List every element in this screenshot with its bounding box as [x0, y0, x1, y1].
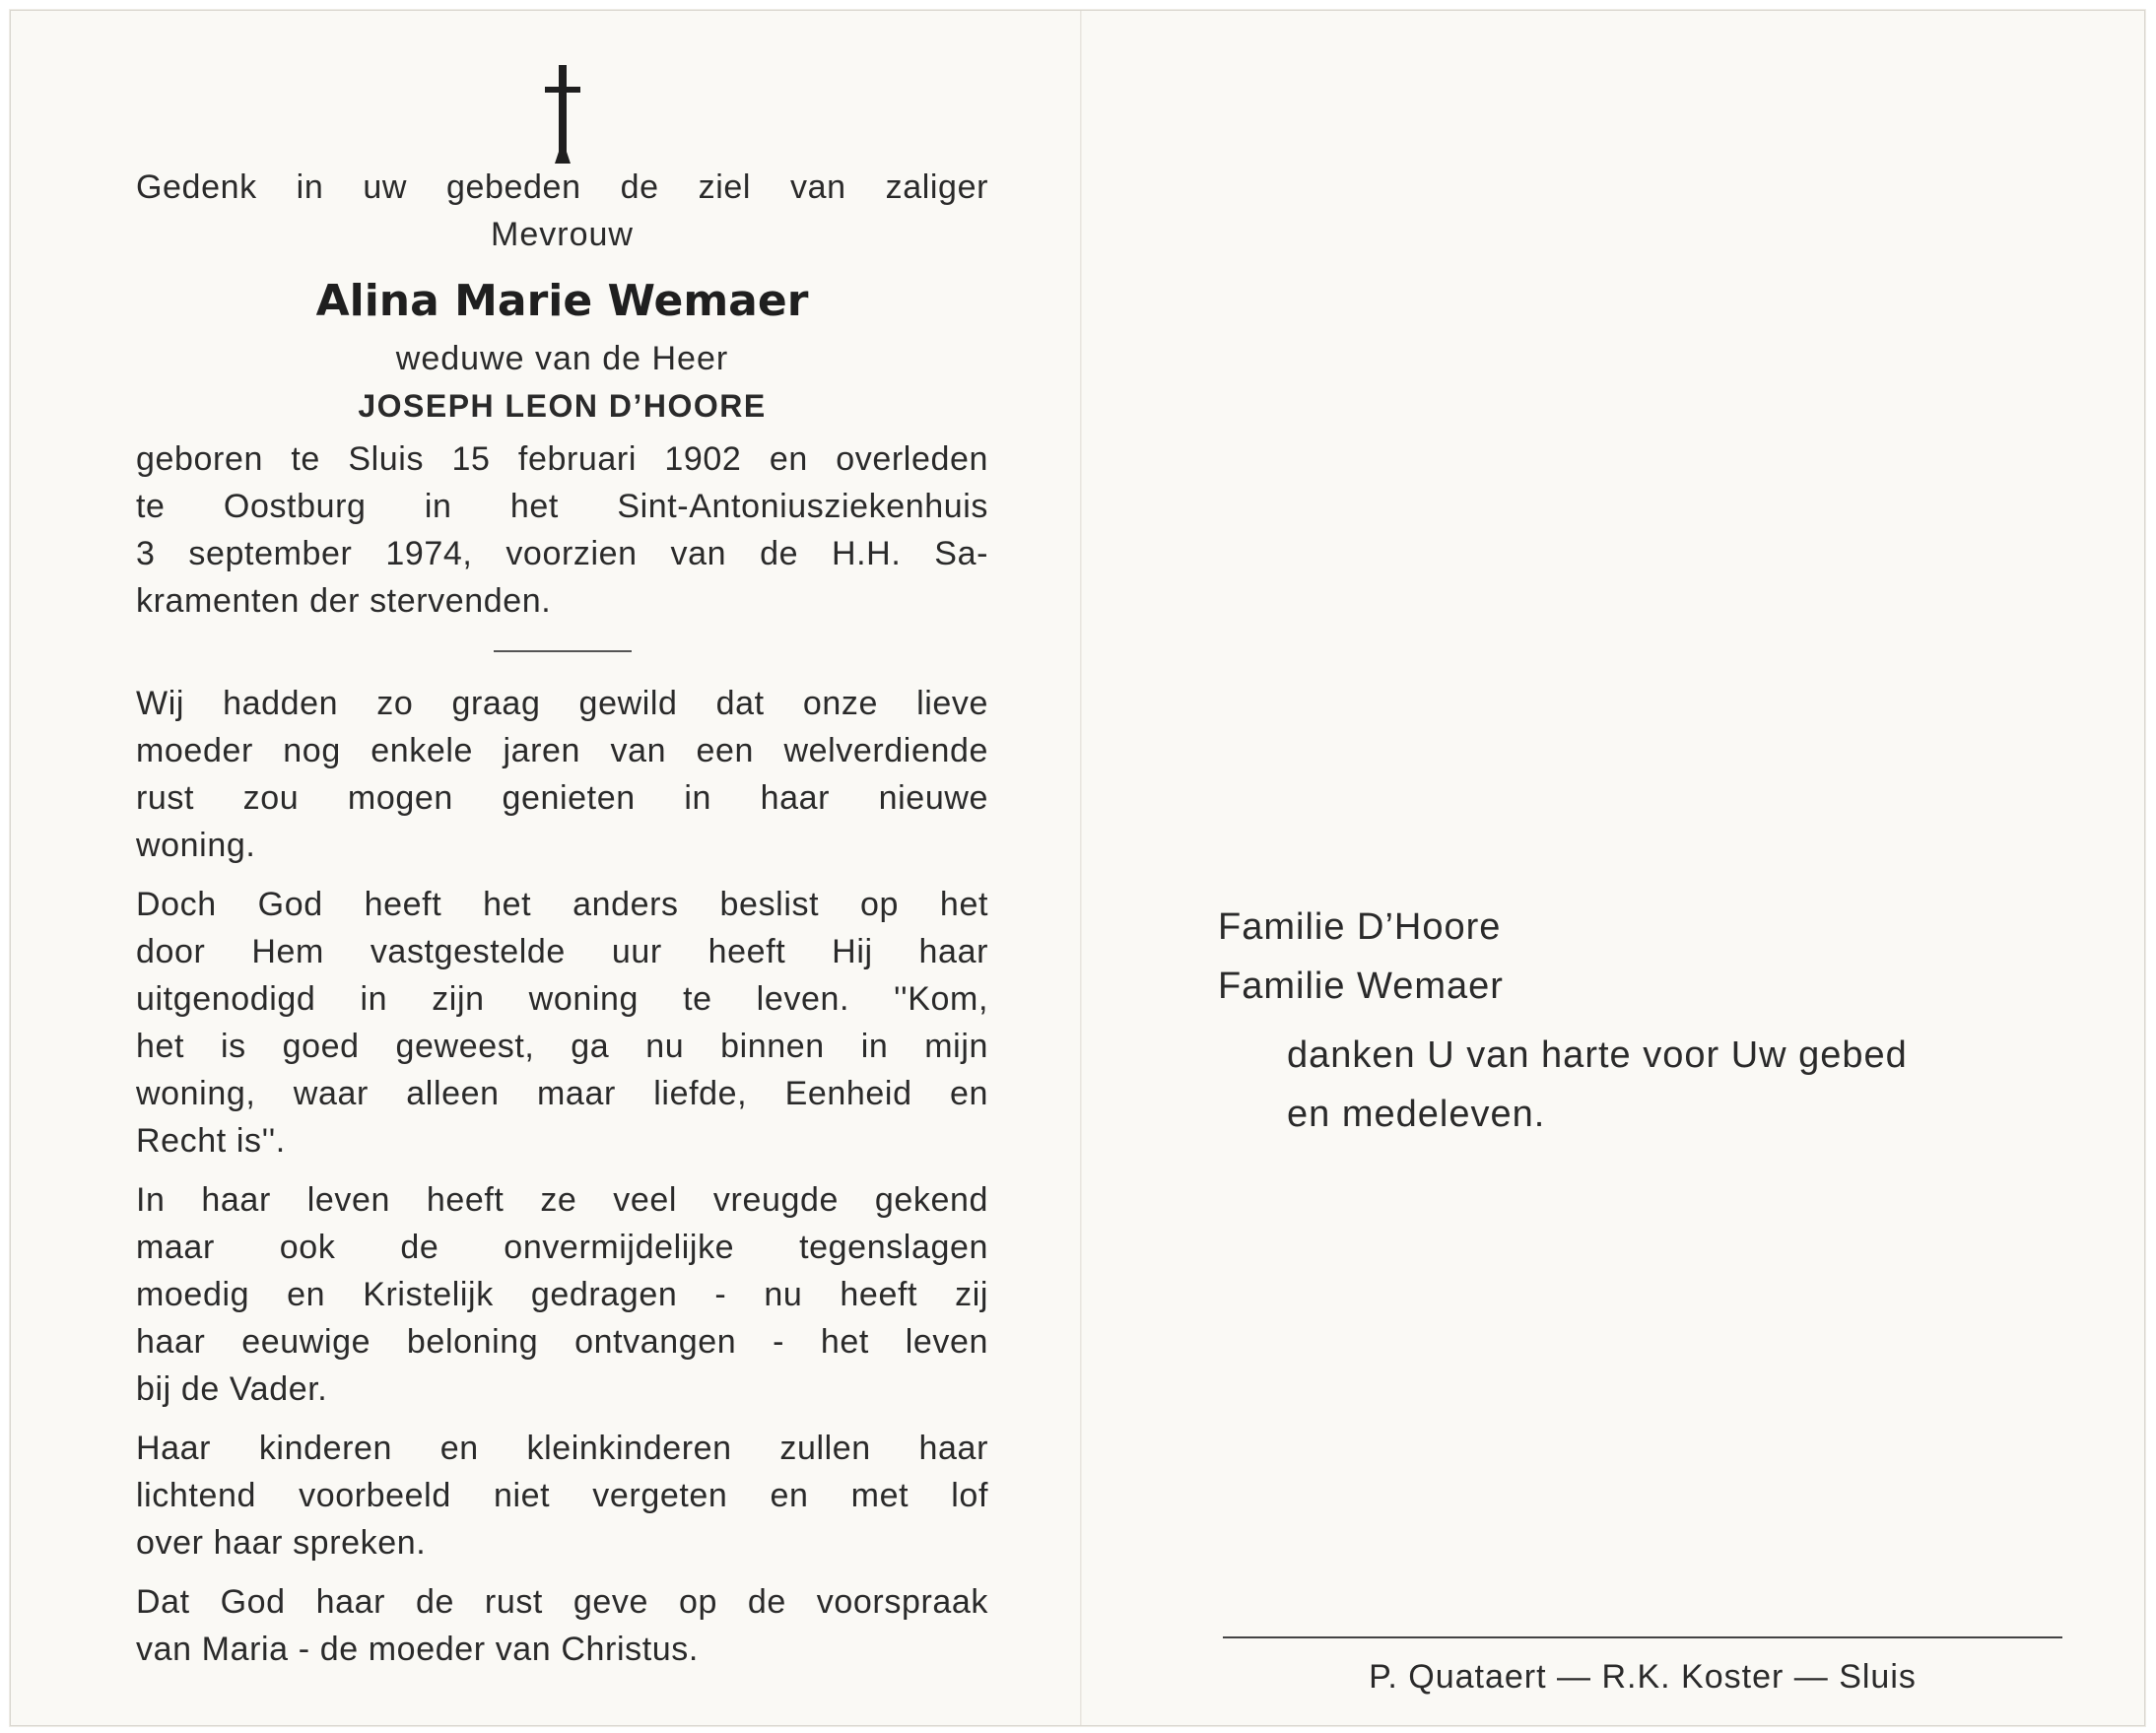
text-line: geboren te Sluis 15 februari 1902 en overleden [136, 440, 988, 478]
right-panel [1218, 898, 2085, 1144]
printer-footer: P. Quataert — R.K. Koster — Sluis [1369, 1658, 1917, 1696]
footer-rule [1223, 1636, 2062, 1638]
cross-icon [533, 65, 592, 164]
family-dhoore: Familie D’Hoore [1218, 906, 1502, 948]
text-line: moeder nog enkele jaren van een welverdiende [136, 732, 988, 769]
text-line: rust zou mogen genieten in haar nieuwe [136, 779, 988, 817]
thanks-line: en medeleven. [1287, 1094, 1546, 1135]
paragraph-children [136, 1425, 988, 1566]
widow-of-label: weduwe van de Heer [395, 340, 729, 377]
left-panel [136, 55, 988, 1685]
paragraph-wish [136, 680, 988, 869]
text-line: Doch God heeft het anders beslist op het [136, 886, 988, 923]
text-line: Dat God haar de rust geve op de voorspraak [136, 1583, 988, 1621]
birth-death-block [136, 435, 988, 625]
text-line: over haar spreken. [136, 1524, 427, 1562]
intro-line: Gedenk in uw gebeden de ziel van zaliger [136, 168, 988, 206]
text-line: woning, waar alleen maar liefde, Eenheid en [136, 1075, 988, 1112]
husband-name: JOSEPH LEON D’HOORE [358, 388, 767, 424]
text-line: lichtend voorbeeld niet vergeten en met lof [136, 1477, 988, 1514]
card-fold [1080, 11, 1082, 1725]
text-line: kramenten der stervenden. [136, 582, 552, 620]
paragraph-prayer [136, 1578, 988, 1673]
text-line: te Oostburg in het Sint-Antoniusziekenhuis [136, 488, 988, 525]
deceased-name: Alina Marie Wemaer [315, 276, 809, 326]
title-mevrouw: Mevrouw [491, 216, 634, 253]
separator-line [494, 650, 632, 652]
text-line: Haar kinderen en kleinkinderen zullen haar [136, 1430, 988, 1467]
text-line: In haar leven heeft ze veel vreugde gekend [136, 1181, 988, 1219]
paragraph-god [136, 881, 988, 1165]
family-wemaer: Familie Wemaer [1218, 966, 1504, 1007]
text-line: van Maria - de moeder van Christus. [136, 1631, 699, 1668]
text-line: haar eeuwige beloning ontvangen - het leven [136, 1323, 988, 1361]
text-line: bij de Vader. [136, 1370, 328, 1408]
text-line: uitgenodigd in zijn woning te leven. ''Kom, [136, 980, 988, 1018]
memorial-card [10, 10, 2145, 1726]
text-line: het is goed geweest, ga nu binnen in mijn [136, 1028, 988, 1065]
text-line: Wij hadden zo graag gewild dat onze lieve [136, 685, 988, 722]
text-line: moedig en Kristelijk gedragen - nu heeft zij [136, 1276, 988, 1313]
text-line: woning. [136, 827, 256, 864]
text-line: maar ook de onvermijdelijke tegenslagen [136, 1229, 988, 1266]
text-line: door Hem vastgestelde uur heeft Hij haar [136, 933, 988, 970]
thanks-line: danken U van harte voor Uw gebed [1287, 1034, 1908, 1076]
text-line: 3 september 1974, voorzien van de H.H. Sa- [136, 535, 988, 572]
paragraph-life [136, 1176, 988, 1413]
text-line: Recht is''. [136, 1122, 286, 1160]
